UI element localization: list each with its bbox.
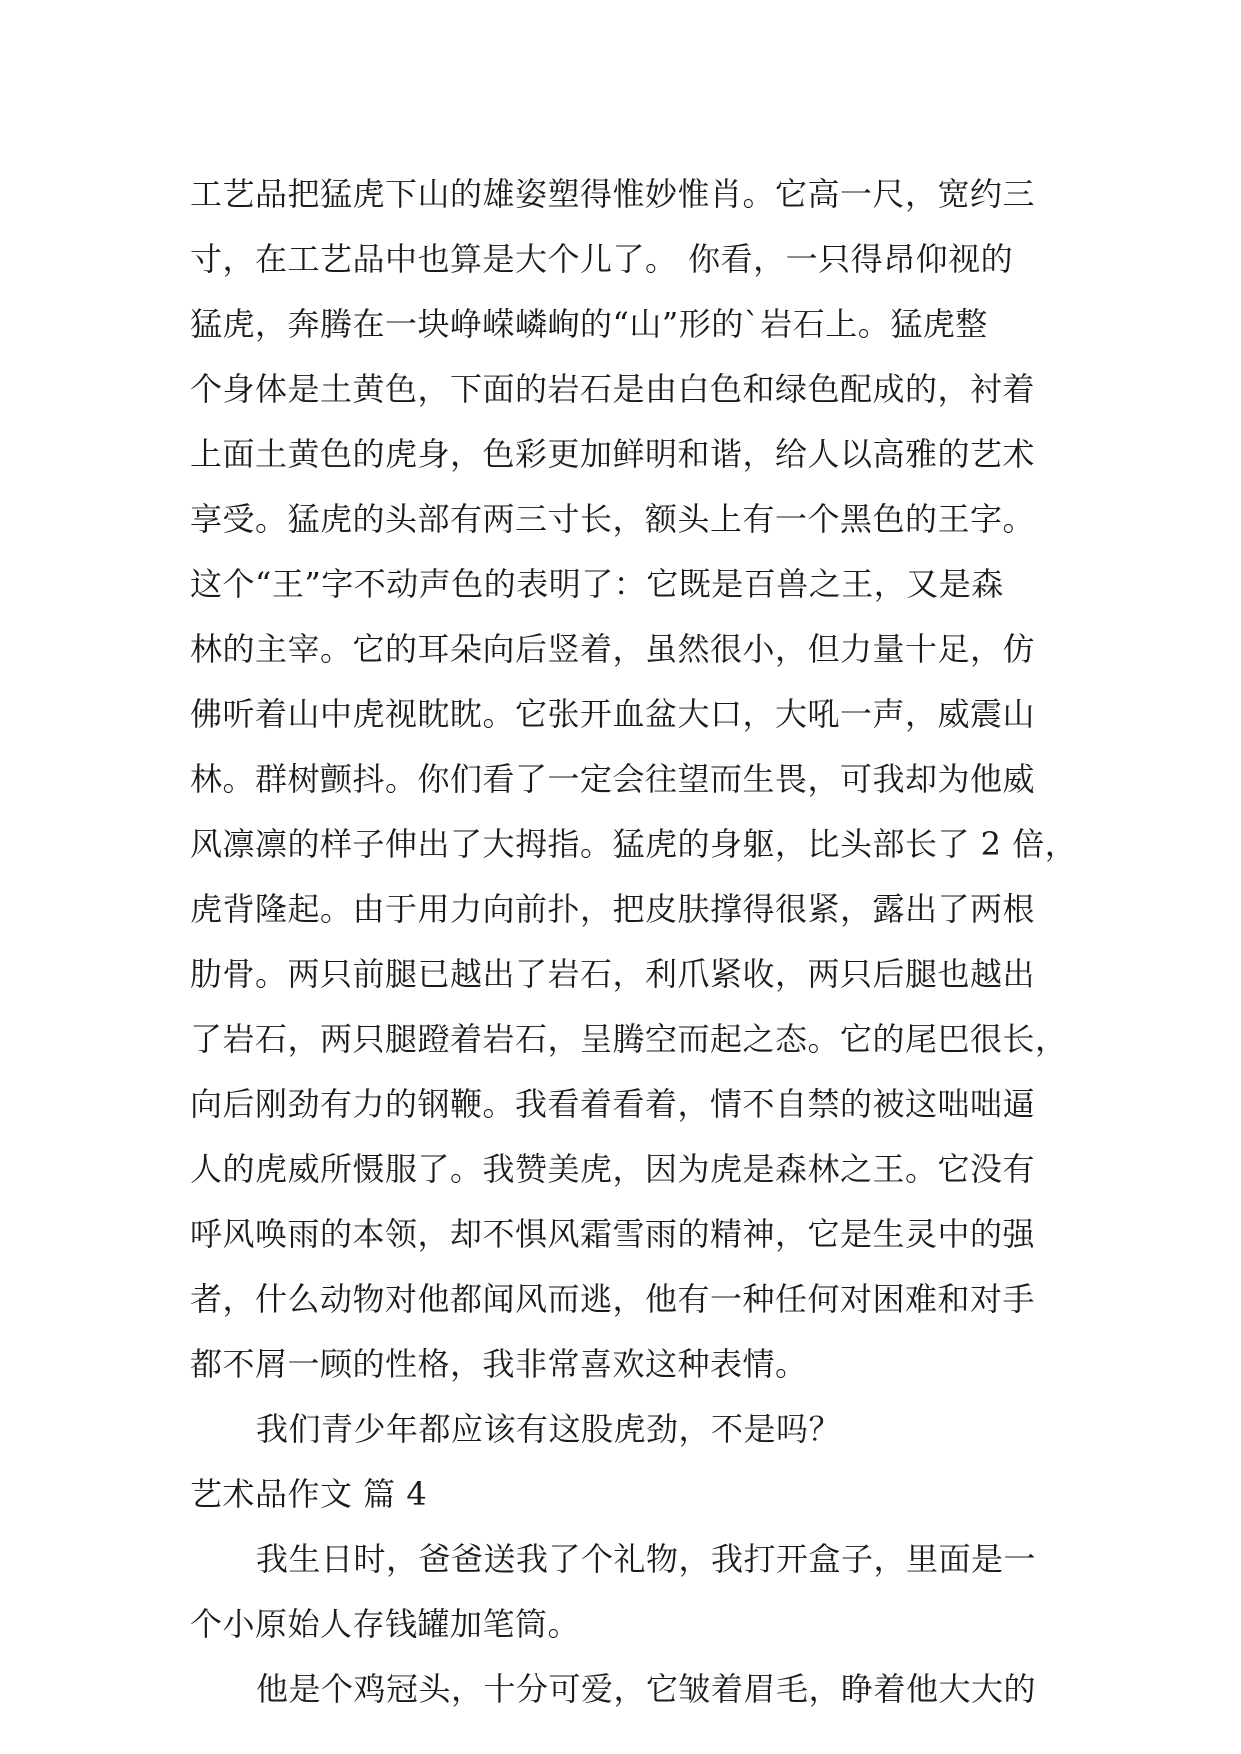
- text-line: 工艺品把猛虎下山的雄姿塑得惟妙惟肖。它高一尺，宽约三: [190, 175, 1036, 213]
- text-line: 了岩石，两只腿蹬着岩石，呈腾空而起之态。它的尾巴很长，: [190, 1020, 1068, 1058]
- paragraph-birthday: [190, 1527, 1070, 1657]
- text-line: 上面土黄色的虎身，色彩更加鲜明和谐，给人以高雅的艺术: [190, 435, 1036, 473]
- text-line: 我生日时，爸爸送我了个礼物，我打开盒子，里面是一: [256, 1540, 1037, 1578]
- text-line: 寸，在工艺品中也算是大个儿了。 你看，一只得昂仰视的: [190, 240, 1014, 278]
- text-line: 个身体是土黄色，下面的岩石是由白色和绿色配成的，衬着: [190, 370, 1036, 408]
- text-line: 佛听着山中虎视眈眈。它张开血盆大口，大吼一声，威震山: [190, 695, 1036, 733]
- text-line: 猛虎，奔腾在一块峥嵘嶙峋的“山”形的`岩石上。猛虎整: [190, 305, 988, 343]
- text-line: 向后刚劲有力的钢鞭。我看着看着，情不自禁的被这咄咄逼: [190, 1085, 1036, 1123]
- text-line: 享受。猛虎的头部有两三寸长，额头上有一个黑色的王字。: [190, 500, 1036, 538]
- text-line: 肋骨。两只前腿已越出了岩石，利爪紧收，两只后腿也越出: [190, 955, 1036, 993]
- text-line: 这个“王”字不动声色的表明了：它既是百兽之王，又是森: [190, 565, 1004, 603]
- document-body: [190, 162, 1078, 1722]
- paragraph-youth: 我们青少年都应该有这股虎劲，不是吗？: [256, 1410, 842, 1448]
- text-line: 林的主宰。它的耳朵向后竖着，虽然很小，但力量十足，仿: [190, 630, 1036, 668]
- text-line: 林。群树颤抖。你们看了一定会往望而生畏，可我却为他威: [190, 760, 1036, 798]
- text-line: 者，什么动物对他都闻风而逃，他有一种任何对困难和对手: [190, 1280, 1036, 1318]
- text-line: 个小原始人存钱罐加笔筒。: [190, 1605, 581, 1643]
- paragraph-tiger-figurine: [190, 162, 1078, 1397]
- section-heading: 艺术品作文 篇 4: [190, 1475, 428, 1513]
- text-line: 呼风唤雨的本领，却不惧风霜雪雨的精神，它是生灵中的强: [190, 1215, 1036, 1253]
- text-line: 风凛凛的样子伸出了大拇指。猛虎的身躯，比头部长了 2 倍，: [190, 825, 1078, 863]
- text-line: 都不屑一顾的性格，我非常喜欢这种表情。: [190, 1345, 808, 1383]
- paragraph-rooster: 他是个鸡冠头，十分可爱，它皱着眉毛，睁着他大大的: [256, 1670, 1037, 1708]
- text-line: 虎背隆起。由于用力向前扑，把皮肤撑得很紧，露出了两根: [190, 890, 1036, 928]
- text-line: 人的虎威所慑服了。我赞美虎，因为虎是森林之王。它没有: [190, 1150, 1036, 1188]
